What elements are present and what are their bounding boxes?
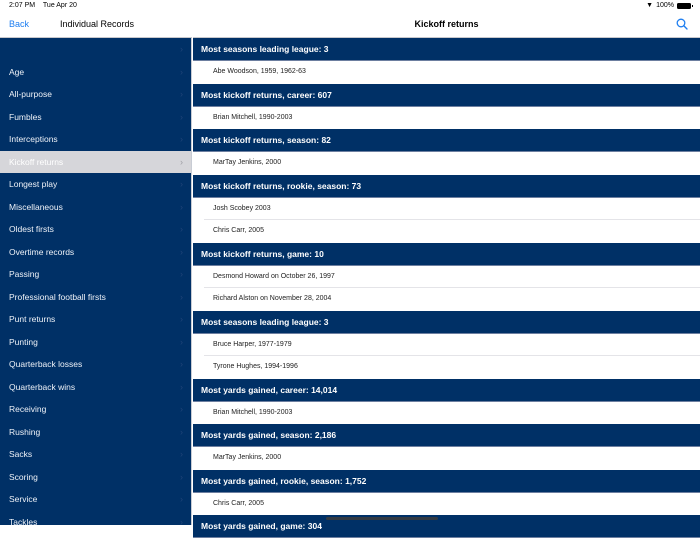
sidebar-item-label: Sacks <box>9 449 33 459</box>
sidebar-item-label: Kickoff returns <box>9 156 64 167</box>
section-header: Most kickoff returns, game: 10 <box>193 243 700 266</box>
sidebar-item-label: Passing <box>9 269 40 279</box>
battery-icon <box>677 3 691 9</box>
record-row[interactable]: Richard Alston on November 28, 2004 <box>193 288 700 311</box>
chevron-right-icon: › <box>180 66 183 77</box>
sidebar-item[interactable] <box>0 443 191 466</box>
record-row[interactable]: Desmond Howard on October 26, 1997 <box>193 266 700 289</box>
sidebar-item-label: Interceptions <box>9 134 58 144</box>
sidebar-item[interactable] <box>0 331 191 354</box>
chevron-right-icon: › <box>180 516 183 527</box>
record-row[interactable]: Abe Woodson, 1959, 1962-63 <box>193 61 700 84</box>
sidebar-item-label: Oldest firsts <box>9 224 54 234</box>
sidebar-item[interactable] <box>0 308 191 331</box>
sidebar-item-label: Fumbles <box>9 111 42 122</box>
search-icon[interactable] <box>676 18 688 30</box>
chevron-right-icon: › <box>180 336 183 347</box>
sidebar-item-label: Tackles <box>9 516 38 527</box>
record-row[interactable]: Tyrone Hughes, 1994-1996 <box>193 356 700 379</box>
page-title: Kickoff returns <box>414 19 479 29</box>
home-indicator[interactable] <box>326 517 438 520</box>
section-header: Most seasons leading league: 3 <box>193 38 700 61</box>
section-header: Most yards gained, rookie, season: 1,752 <box>193 470 700 493</box>
record-row[interactable]: Chris Carr, 2005 <box>193 220 700 243</box>
sidebar-item[interactable] <box>0 38 191 61</box>
record-row[interactable]: MarTay Jenkins, 2000 <box>193 152 700 175</box>
sidebar-item[interactable] <box>0 421 191 444</box>
section-header: Most yards gained, season: 2,186 <box>193 424 700 447</box>
section-header: Most kickoff returns, rookie, season: 73 <box>193 175 700 198</box>
sidebar-item-label: Longest play <box>9 179 58 189</box>
chevron-right-icon: › <box>180 179 183 189</box>
back-button[interactable]: Back <box>9 19 30 29</box>
record-row[interactable]: Brian Mitchell, 1990-2003 <box>193 107 700 130</box>
chevron-right-icon: › <box>180 44 183 54</box>
sidebar-item-label: Professional football firsts <box>9 291 106 302</box>
sidebar-item-label: Miscellaneous <box>9 201 63 212</box>
section-header: Most yards gained, career: 14,014 <box>193 379 700 402</box>
chevron-right-icon: › <box>180 404 183 414</box>
record-row[interactable]: Josh Scobey 2003 <box>193 198 700 221</box>
sidebar-item[interactable] <box>0 376 191 399</box>
sidebar-item[interactable] <box>0 241 191 264</box>
sidebar-item-label: Punt returns <box>9 314 56 324</box>
sidebar-item[interactable] <box>0 128 191 151</box>
wifi-icon: ▼ <box>646 2 654 9</box>
sidebar-item[interactable] <box>0 511 191 534</box>
sidebar-item-label: Quarterback losses <box>9 359 83 369</box>
record-row[interactable]: Bruce Harper, 1977-1979 <box>193 334 700 357</box>
section-header: Most kickoff returns, career: 607 <box>193 84 700 107</box>
chevron-right-icon: › <box>180 471 183 482</box>
sidebar-item-label: Service <box>9 494 38 504</box>
section-header: Most seasons leading league: 3 <box>193 311 700 334</box>
chevron-right-icon: › <box>180 156 183 167</box>
sidebar-item[interactable] <box>0 106 191 129</box>
sidebar <box>0 0 192 525</box>
status-bar <box>0 0 700 13</box>
chevron-right-icon: › <box>180 314 183 324</box>
sidebar-item[interactable] <box>0 218 191 241</box>
record-row[interactable]: Chris Carr, 2005 <box>193 493 700 516</box>
chevron-right-icon: › <box>180 359 183 369</box>
sidebar-item-label: Age <box>9 66 25 77</box>
status-time: 2:07 PM <box>9 2 36 9</box>
sidebar-item[interactable] <box>0 83 191 106</box>
sidebar-title: Individual Records <box>59 19 135 29</box>
record-row[interactable]: MarTay Jenkins, 2000 <box>193 447 700 470</box>
sidebar-item[interactable] <box>0 173 191 196</box>
sidebar-item-label: All-purpose <box>9 89 52 99</box>
sidebar-list[interactable] <box>0 38 191 533</box>
sidebar-item[interactable] <box>0 398 191 421</box>
status-date: Tue Apr 20 <box>42 2 77 9</box>
chevron-right-icon: › <box>180 224 183 234</box>
sidebar-item[interactable] <box>0 466 191 489</box>
chevron-right-icon: › <box>180 134 183 144</box>
sidebar-item-label: Overtime records <box>9 246 75 257</box>
sidebar-item[interactable] <box>0 196 191 219</box>
battery-percent: 100% <box>656 2 674 9</box>
chevron-right-icon: › <box>180 246 183 257</box>
chevron-right-icon: › <box>180 449 183 459</box>
sidebar-item-label: Scoring <box>9 471 38 482</box>
sidebar-item[interactable] <box>0 488 191 511</box>
sidebar-item[interactable] <box>0 286 191 309</box>
section-header: Most kickoff returns, season: 82 <box>193 129 700 152</box>
sidebar-item-label: Rushing <box>9 426 41 437</box>
sidebar-item[interactable] <box>0 151 191 174</box>
sidebar-item[interactable] <box>0 353 191 376</box>
chevron-right-icon: › <box>180 111 183 122</box>
main-panel <box>193 0 700 531</box>
chevron-right-icon: › <box>180 291 183 302</box>
chevron-right-icon: › <box>180 89 183 99</box>
sidebar-item-label: Receiving <box>9 404 47 414</box>
chevron-right-icon: › <box>180 269 183 279</box>
records-list[interactable] <box>193 38 700 538</box>
sidebar-item[interactable] <box>0 61 191 84</box>
sidebar-item-label: Quarterback wins <box>9 381 76 392</box>
sidebar-item[interactable] <box>0 263 191 286</box>
sidebar-item-label: Punting <box>9 336 38 347</box>
chevron-right-icon: › <box>180 494 183 504</box>
record-row[interactable]: Brian Mitchell, 1990-2003 <box>193 402 700 425</box>
chevron-right-icon: › <box>180 381 183 392</box>
chevron-right-icon: › <box>180 201 183 212</box>
chevron-right-icon: › <box>180 426 183 437</box>
section-header: Most yards gained, game: 304 <box>193 515 700 538</box>
